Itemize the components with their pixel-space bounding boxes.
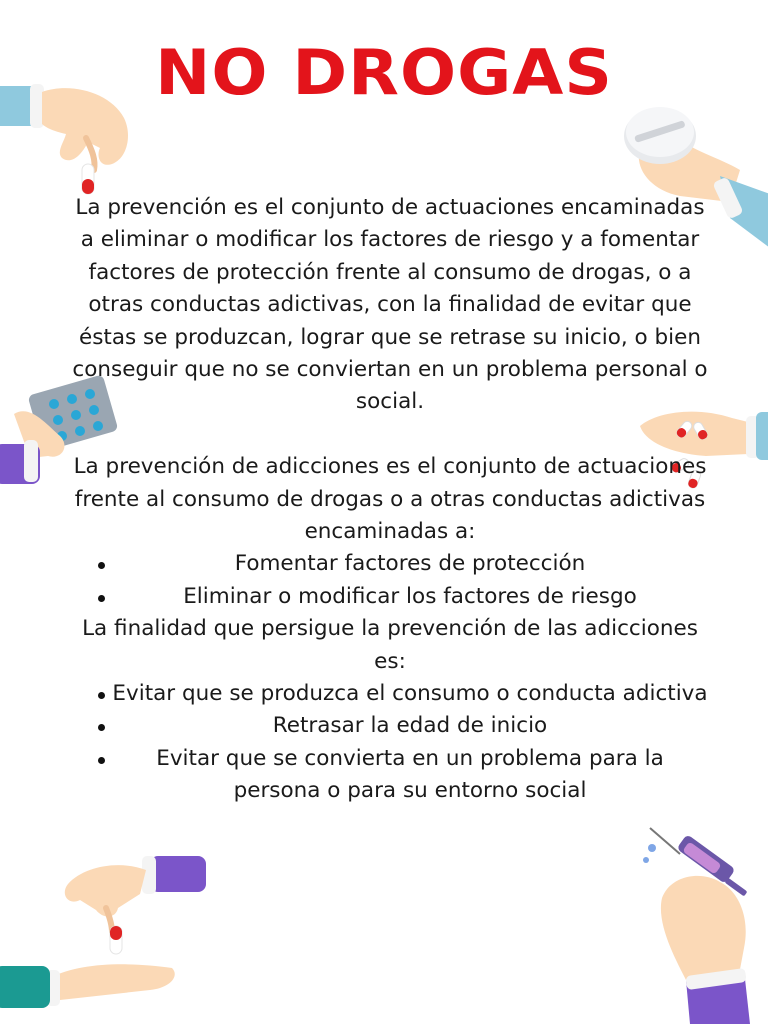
paragraph-prevencion: La prevención es el conjunto de actuaciones encaminadas a eliminar o modificar los factores de riesgo y a fomentar factores de protección frente al consumo de drogas, o a otras conductas adictivas, con la finalidad de evitar que éstas se produzcan, lograr que se retrase su inicio, o bien conseguir que no se conviertan en un problema personal o social. [72,195,708,415]
list-item-text: Fomentar factores de protección [234,551,586,577]
list-item-text: Evitar que se produzca el consumo o conducta adictiva [112,681,708,707]
list-item [70,710,710,742]
hands-passing-capsule-icon [0,850,210,1020]
content [70,192,710,808]
list-item [70,581,710,613]
hand-holding-syringe-icon [640,820,768,1024]
bullet-list-encaminadas [70,548,710,613]
list-item-text: Eliminar o modificar los factores de riesgo [183,583,637,609]
bullet-icon [98,595,105,602]
page-title: NO DROGAS [155,35,613,110]
bullet-list-finalidad [70,678,710,808]
bullet-icon [98,757,105,764]
bullet-icon [98,562,105,569]
list-item [70,678,710,710]
spacer [70,419,710,451]
paragraph-finalidad: La finalidad que persigue la prevención de las adicciones es: [82,616,698,674]
list-item [70,743,710,808]
paragraph-prevencion-adicciones: La prevención de adicciones es el conjunto de actuaciones frente al consumo de drogas o a otras conductas adictivas encaminadas a: [73,454,707,545]
list-item-text: Retrasar la edad de inicio [272,713,548,739]
list-item [70,548,710,580]
bullet-icon [98,692,105,699]
list-item-text: Evitar que se convierta en un problema para la persona o para su entorno social [156,745,664,804]
bullet-icon [98,724,105,731]
hand-holding-capsule-icon [0,78,140,198]
